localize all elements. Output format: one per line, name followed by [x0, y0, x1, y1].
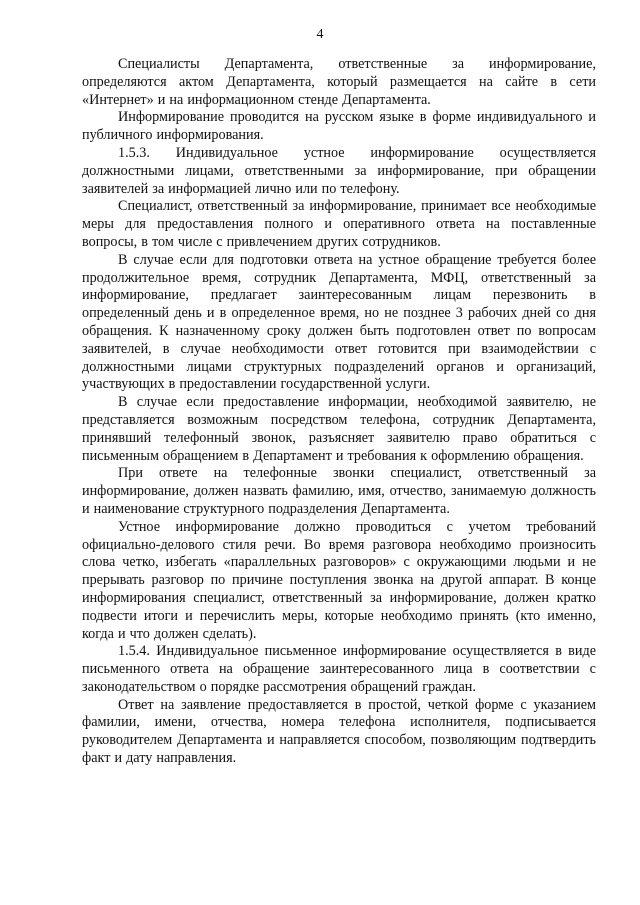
paragraph-extended-time: В случае если для подготовки ответа на устное обращение требуется более продолжительное время, сотрудник Департамента, МФЦ, ответственный за информирование, предлагает заинтересованным лицам перезвонить в определенный день и в определенное время, но не позднее 3 рабочих дней со дня обращения. К назначенному сроку должен быть подготовлен ответ по вопросам заявителей, в случае необходимости ответ готовится при взаимодействии с должностными лицами структурных подразделений органов и организаций, участвующих в предоставлении государственной услуги.	[82, 251, 596, 393]
paragraph-phone-calls: При ответе на телефонные звонки специалист, ответственный за информирование, должен назвать фамилию, имя, отчество, занимаемую должность и наименование структурного подразделения Департамента.	[82, 465, 596, 517]
paragraph-1-5-4: 1.5.4. Индивидуальное письменное информирование осуществляется в виде письменного ответа на обращение заинтересованного лица в соответствии с законодательством о порядке рассмотрения обращений граждан.	[82, 643, 596, 695]
document-body	[82, 56, 596, 768]
page-number: 4	[316, 27, 324, 42]
paragraph-phone-impossible: В случае если предоставление информации, необходимой заявителю, не представляется возможным посредством телефона, сотрудник Департамента, принявший телефонный звонок, разъясняет заявителю право обратиться с письменным обращением в Департамент и требования к оформлению обращения.	[82, 394, 596, 464]
paragraph-written-answer: Ответ на заявление предоставляется в простой, четкой форме с указанием фамилии, имени, отчества, номера телефона исполнителя, подписывается руководителем Департамента и направляется способом, позволяющим подтвердить факт и дату направления.	[82, 696, 596, 767]
paragraph-1-5-3: 1.5.3. Индивидуальное устное информирование осуществляется должностными лицами, ответственными за информирование, при обращении заявителей за информацией лично или по телефону.	[82, 144, 596, 197]
paragraph-specialist-measures: Специалист, ответственный за информирование, принимает все необходимые меры для предоставления полного и оперативного ответа на поставленные вопросы, в том числе с привлечением других сотрудников.	[82, 198, 596, 250]
paragraph-language: Информирование проводится на русском языке в форме индивидуального и публичного информирования.	[82, 109, 596, 144]
paragraph-specialists: Специалисты Департамента, ответственные за информирование, определяются актом Департамента, который размещается на сайте в сети «Интернет» и на информационном стенде Департамента.	[82, 56, 596, 108]
paragraph-speech-style: Устное информирование должно проводиться с учетом требований официально-делового стиля речи. Во время разговора необходимо произносить слова четко, избегать «параллельных разговоров» с окружающими людьми и не прерывать разговор по причине поступления звонка на другой аппарат. В конце информирования специалист, ответственный за информирование, должен кратко подвести итоги и перечислить меры, которые необходимо принять (кто именно, когда и что должен сделать).	[82, 518, 596, 642]
